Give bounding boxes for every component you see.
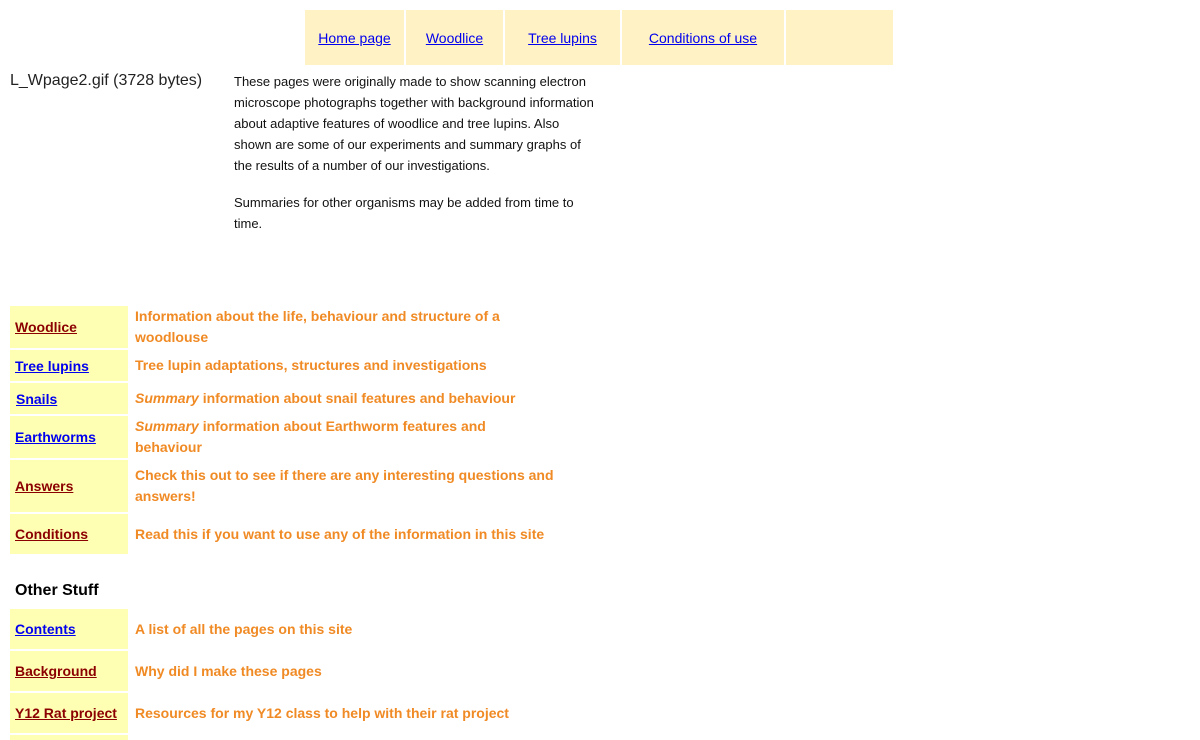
- link-cell: [10, 383, 128, 414]
- nav-cell-woodlice: [406, 10, 503, 65]
- link-conditions[interactable]: Conditions: [15, 526, 89, 542]
- link-description: [128, 514, 562, 554]
- header-image-alt: L_Wpage2.gif (3728 bytes): [10, 72, 203, 89]
- link-cell: [10, 350, 128, 381]
- desc-text: Read this if you want to use any of the information in this site: [135, 525, 545, 542]
- link-description: [128, 383, 562, 414]
- link-y12-rat-project[interactable]: Y12 Rat project: [15, 705, 117, 721]
- link-description: [128, 735, 516, 740]
- link-description: [128, 460, 562, 512]
- link-cell: [10, 306, 128, 348]
- table-row: [10, 651, 516, 691]
- table-row: [10, 350, 562, 381]
- top-nav: [305, 10, 893, 65]
- nav-cell-conditions: [622, 10, 784, 65]
- desc-text: information about snail features and behaviour: [198, 390, 516, 406]
- other-links-table: [10, 607, 516, 740]
- desc-emphasis: Summary: [135, 418, 199, 434]
- link-snails[interactable]: Snails: [16, 390, 58, 407]
- link-contents[interactable]: Contents: [15, 621, 76, 637]
- intro-paragraph-1: These pages were originally made to show scanning electron microscope photographs together with background information about adaptive features of woodlice and tree lupins. Also shown are some of our experiments and summary graphs of the results of a number of our investigations.: [234, 74, 594, 173]
- nav-link-woodlice[interactable]: Woodlice: [425, 29, 484, 46]
- link-description: [128, 693, 516, 733]
- link-cell: [10, 514, 128, 554]
- table-row: [10, 735, 516, 740]
- table-row: [10, 460, 562, 512]
- link-tree-lupins[interactable]: Tree lupins: [15, 357, 89, 374]
- nav-link-tree-lupins[interactable]: Tree lupins: [528, 29, 597, 46]
- link-background[interactable]: Background: [15, 663, 97, 679]
- link-description: [128, 416, 562, 458]
- link-description: [128, 651, 516, 691]
- link-cell: [10, 735, 128, 740]
- table-row: [10, 306, 562, 348]
- table-row: [10, 693, 516, 733]
- desc-text: information about Earthworm features and behaviour: [135, 418, 486, 455]
- table-row: [10, 383, 562, 414]
- intro-text: [234, 71, 600, 250]
- link-description: [128, 350, 562, 381]
- link-earthworms[interactable]: Earthworms: [15, 429, 96, 445]
- nav-cell-tree-lupins: [505, 10, 620, 65]
- link-cell: [10, 460, 128, 512]
- table-row: [10, 514, 562, 554]
- link-cell: [10, 416, 128, 458]
- table-row: [10, 416, 562, 458]
- intro-paragraph-2: Summaries for other organisms may be added from time to time.: [234, 195, 574, 231]
- desc-text: Resources for my Y12 class to help with their rat project: [135, 704, 509, 721]
- link-description: [128, 609, 516, 649]
- main-links-table: [10, 304, 562, 556]
- desc-emphasis: Summary: [135, 390, 199, 406]
- nav-cell-empty: [786, 10, 893, 65]
- other-stuff-heading: Other Stuff: [15, 582, 99, 599]
- desc-text: Check this out to see if there are any interesting questions and answers!: [135, 467, 554, 504]
- nav-link-home[interactable]: Home page: [318, 29, 391, 46]
- link-cell: [10, 651, 128, 691]
- desc-text: Tree lupin adaptations, structures and investigations: [135, 357, 487, 373]
- link-cell: [10, 693, 128, 733]
- table-row: [10, 609, 516, 649]
- desc-text: A list of all the pages on this site: [135, 620, 353, 637]
- link-cell: [10, 609, 128, 649]
- desc-text: Why did I make these pages: [135, 662, 322, 679]
- link-woodlice[interactable]: Woodlice: [15, 319, 77, 335]
- link-answers[interactable]: Answers: [15, 478, 74, 494]
- nav-cell-home: [305, 10, 404, 65]
- link-description: [128, 306, 562, 348]
- desc-text: Information about the life, behaviour and structure of a woodlouse: [135, 308, 500, 345]
- nav-link-conditions[interactable]: Conditions of use: [648, 29, 758, 46]
